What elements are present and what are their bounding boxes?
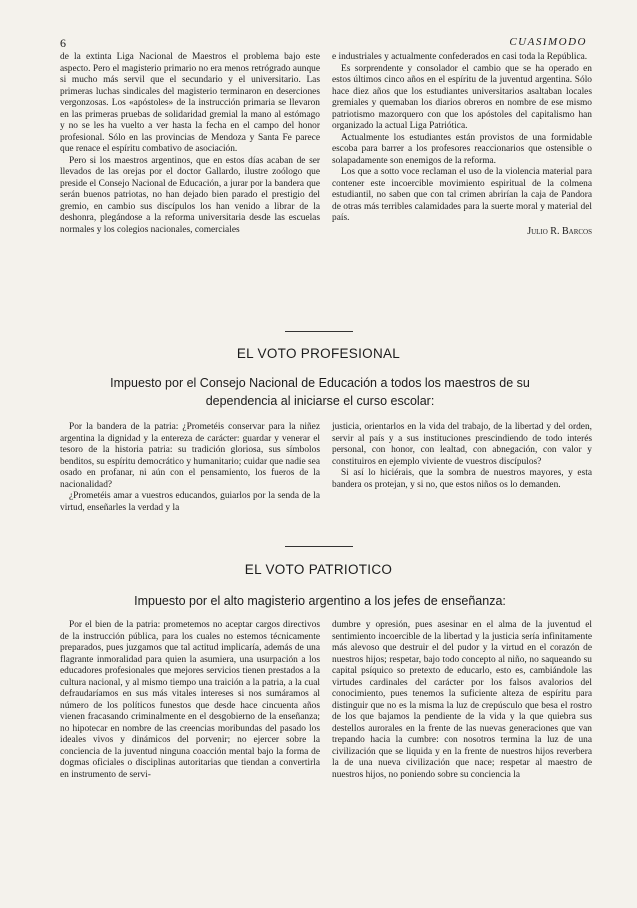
section-subtitle-voto-profesional — [60, 374, 580, 410]
divider — [285, 546, 353, 547]
section-title-voto-patriotico: EL VOTO PATRIOTICO — [244, 562, 393, 577]
article1-column-left — [60, 52, 320, 236]
signature: Julio R. Barcos — [527, 225, 592, 237]
page-number: 6 — [60, 36, 66, 50]
paragraph: dumbre y opresión, pues asesinar en el alma de la juventud el sentimiento incoercible de la libertad y la justicia sería infinitamente más alevoso que destruir el del pudor y la virtud en el corazón de nuestros hijos; respetar, bajo todo concepto al niño, no saqueando su capital psíquico so pretexto de educarlo, esto es, cambiándole las virtudes cardinales del carácter por los falsos avalorios del conocimiento, pues tenemos la suficiente alteza de espíritu para distinguir que no es la misma la luz de crepúsculo que besa el rostro de los que bajamos la pendiente de la vida y la que quiebra sus destellos aurorales en la frente de las nuevas generaciones que van trepando hacia la cumbre: con nosotros termina la luz de una civilización que se liquida y en la frente de nuestros hijos reverbera la de una nueva civilización que nace; respetar al maestro de nuestros hijos, no poniendo sobre su conciencia la — [332, 620, 592, 780]
paragraph: Pero si los maestros argentinos, que en estos días acaban de ser llevados de las orejas por el doctor Gallardo, ilustre zoólogo que preside el Consejo Nacional de Educación, a jurar por la bandera que serán buenos patriotas, no han dejado bien parado el prestigio del gremio, en cambio sus discípulos los han venido a librar de la deshonra, plegándose a la reforma universitaria desde las escuelas normales y los colegios nacionales, comerciales — [60, 155, 320, 235]
subtitle-line: dependencia al iniciarse el curso escolar: — [205, 394, 435, 408]
paragraph: Por el bien de la patria: prometemos no aceptar cargos directivos de la instrucción pública, para los cuales no estemos técnicamente preparados, pues juzgamos que tal actitud implicaría, además de una flagrante inmoralidad para quien la asumiera, una usurpación a los educadores profesionales que mejores servicios tienen prestados a la cultura nacional, y al mismo tiempo una traición a la patria, a la cual defraudaríamos en sus más vitales intereses si nos sumáramos al número de los políticos funestos que desde hace cincuenta años vienen fracasando criminalmente en el desgobierno de la enseñanza; no hipotecar en nombre de las creencias moribundas del pasado los ideales vivos y dinámicos del porvenir; no ejercer sobre la conciencia de la juventud ninguna coacción mental bajo la forma de dogmas oficiales o disciplinas autoritarias que tiendan a convertirla en instrumento de servi- — [60, 620, 320, 780]
section-subtitle-voto-patriotico: Impuesto por el alto magisterio argentino a los jefes de enseñanza: — [134, 594, 506, 608]
paragraph: e industriales y actualmente confederados en casi toda la República. — [332, 52, 588, 62]
section1-column-left — [60, 422, 320, 514]
paragraph: Por la bandera de la patria: ¿Prometéis conservar para la niñez argentina la dignidad y la entereza de carácter: guardar y venerar el tesoro de la historia patria: su tradición gloriosa, sus símbolos benditos, su espíritu democrático y humanitario; cuidar que nadie sea osado en profanar, ni aún con el pensamiento, los fueros de la nacionalidad? — [60, 422, 320, 490]
divider — [285, 331, 353, 332]
paragraph: Si así lo hiciérais, que la sombra de nuestros mayores, y esta bandera os protejan, y si no, que estos niños os lo demanden. — [332, 468, 592, 490]
article1-column-right — [332, 52, 592, 237]
section2-column-right — [332, 620, 592, 781]
subtitle-line: Impuesto por el Consejo Nacional de Educación a todos los maestros de su — [110, 376, 530, 390]
paragraph: justicia, orientarlos en la vida del trabajo, de la libertad y del orden, servir al país y a sus instituciones prescindiendo de todo interés personal, con honor, con lealtad, con abnegación, con valor y constituiros en ejemplo viviente de vuestros discípulos? — [332, 422, 592, 467]
section1-column-right — [332, 422, 592, 491]
paragraph: Los que a sotto voce reclaman el uso de la violencia material para contener este incoercible movimiento espiritual de la colmena estudiantil, no saben que con tal crimen abrirían la caja de Pandora de otras más terribles calamidades para la suerte moral y material del país. — [332, 167, 592, 223]
paragraph: de la extinta Liga Nacional de Maestros el problema bajo este aspecto. Pero el magisterio primario no era menos retrógrado aunque si mucho más servil que el secundario y el universitario. Las primeras luchas sindicales del magisterio terminaron en deserciones vergonzosas. Los «apóstoles» de la instrucción primaria se llevaron en las primeras pruebas de solidaridad gremial la mano al estómago y no se les ha vuelto a ver hasta la fecha en el campo del honor profesional. Sólo en las provincias de Mendoza y Santa Fe parece que renace el espíritu combativo de asociación. — [60, 52, 320, 154]
paragraph: ¿Prometéis amar a vuestros educandos, guiarlos por la senda de la virtud, enseñarles la verdad y la — [60, 491, 320, 513]
journal-title: CUASIMODO — [509, 36, 587, 48]
section-title-voto-profesional: EL VOTO PROFESIONAL — [236, 346, 401, 361]
section2-column-left — [60, 620, 320, 781]
paragraph: Es sorprendente y consolador el cambio que se ha operado en estos últimos cinco años en el espíritu de la juventud argentina. Sólo hace diez años que los estudiantes universitarios asaltaban locales gremiales y quemaban los diarios obreros en nombre de ese mismo patriotismo mazorquero con que los apóstoles del capitalismo han organizado la actual Liga Patriótica. — [332, 63, 592, 131]
paragraph: Actualmente los estudiantes están provistos de una formidable escoba para barrer a los profesores reaccionarios que ostensible o solapadamente son enemigos de la reforma. — [332, 132, 592, 166]
